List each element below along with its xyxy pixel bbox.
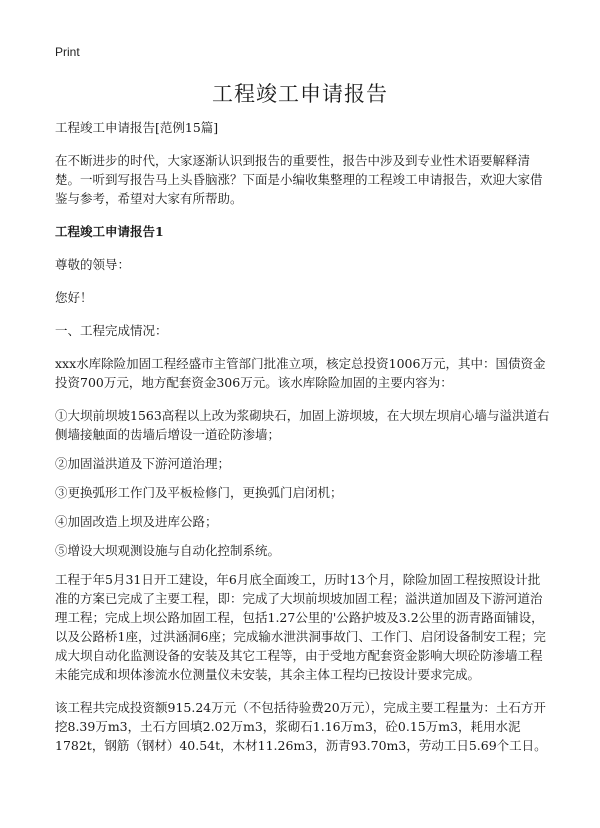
list-item: ⑤增设大坝观测设施与自动化控制系统。 [55,543,281,558]
print-link[interactable]: Print [55,45,80,59]
list-item: ①大坝前坝坡1563高程以上改为浆砌块石，加固上游坝坡，在大坝左坝肩心墙与溢洪道右侧墙接触面的齿墙后增设一道砼防渗墙； [55,408,550,442]
greeting: 您好！ [55,290,93,305]
salutation: 尊敬的领导： [55,257,131,272]
progress-paragraph: 工程于年5月31日开工建设，年6月底全面竣工，历时13个月，除险加固工程按照设计批准的方案已完成了主要工程，即：完成了大坝前坝坡加固工程；溢洪道加固及下游河道治理工程；完成上坝公路加固工程，包括1.27公里的'公路护坡及3.2公里的沥青路面铺设，以及公路桥1座，过洪涵洞6座；完成输水泄洪洞事故门、工作门、启闭设备制安工程；完成大坝自动化监测设备的安装及其它工程等，由于受地方配套资金影响大坝砼防渗墙工程未能完成和坝体渗流水位测量仪未安装，其余主体工程均已按设计要求完成。 [55,572,546,682]
document-title: 工程竣工申请报告 [212,82,388,106]
document-subtitle: 工程竣工申请报告[范例15篇] [55,120,219,135]
intro-paragraph: 在不断进步的时代，大家逐渐认识到报告的重要性，报告中涉及到专业性术语要解释清楚。一听到写报告马上头昏脑涨？下面是小编收集整理的工程竣工申请报告，欢迎大家借鉴与参考，希望对大家有所帮助。 [55,153,543,206]
section-heading: 工程竣工申请报告1 [55,224,164,239]
overview-paragraph: xxx水库除险加固工程经盛市主管部门批准立项，核定总投资1006万元，其中：国债资金投资700万元，地方配套资金306万元。该水库除险加固的主要内容为： [55,356,546,390]
investment-paragraph: 该工程共完成投资额915.24万元（不包括待验费20万元），完成主要工程量为：土石方开挖8.39万m3，土石方回填2.02万m3，浆砌石1.16万m3，砼0.15万m3，耗用水泥1782t，钢筋（钢材）40.54t，木材11.26m3，沥青93.70m3，劳动工日5.69个工日。 [55,700,547,753]
list-item: ④加固改造上坝及进库公路； [55,514,218,529]
list-item: ②加固溢洪道及下游河道治理； [55,456,231,471]
list-item: ③更换弧形工作门及平板检修门，更换弧门启闭机； [55,485,343,500]
document-body [55,118,551,769]
part-one-heading: 一、工程完成情况： [55,323,168,338]
